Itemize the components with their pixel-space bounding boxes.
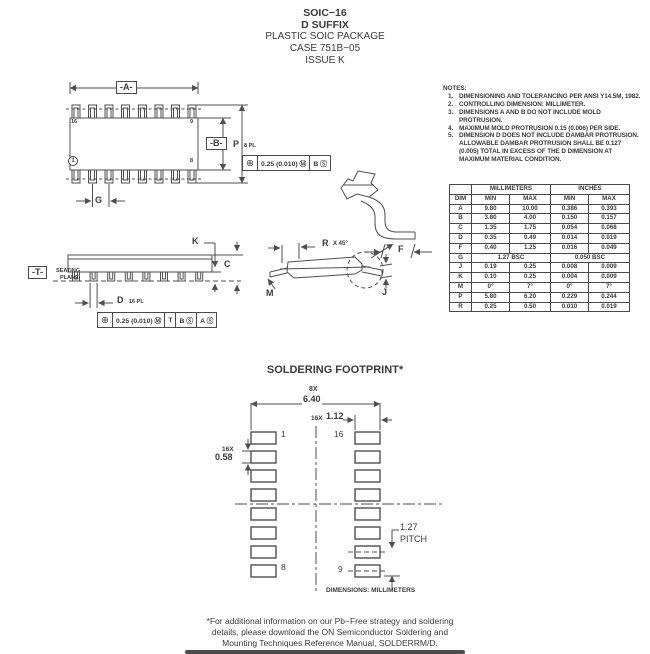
note-text: DIMENSIONING AND TOLERANCING PER ANSI Y14.5M, 1982. [459,92,641,100]
cell: R [450,302,472,312]
footer-line-2: details, please download the ON Semiconductor Soldering and [211,626,449,637]
notes-section [443,85,641,164]
dim-d-qty: 16 PL [129,299,144,305]
cell: 1.35 [472,224,510,234]
package-title: SOIC−16 [303,7,347,19]
note-number: 5. [448,132,454,140]
note-2 [443,101,641,109]
corner-cell [450,185,472,195]
note-number: 2. [448,100,454,108]
seating-plane-label-1: SEATING [56,268,81,274]
title-block [160,7,490,67]
cell: 0.229 [551,292,589,302]
min-header: MIN [472,194,510,204]
dim-112-label: 1.12 [326,411,344,421]
cell: 0.009 [589,273,630,283]
note-number: 1. [448,92,454,100]
cell: G [450,253,472,263]
cell: 0.049 [589,243,630,253]
cell: 0.054 [551,224,589,234]
note-text: CONTROLLING DIMENSION: MILLIMETER. [459,100,586,108]
note-5 [443,132,641,164]
dim-r-label: R [322,238,329,248]
feature-control-frame-side [97,312,217,328]
dim-k-label: K [192,236,199,246]
footprint-units-label: DIMENSIONS: MILLIMETERS [326,587,416,594]
table-row [450,243,630,253]
cell: K [450,273,472,283]
dim-a-label: -A- [116,81,137,94]
dim-127-label: 1.27 [400,522,418,532]
dim-d-label: D [117,295,124,305]
pin-16-number: 16 [71,119,78,125]
pad-1-number: 1 [281,429,286,439]
cell: 0.016 [551,243,589,253]
datum-a-reference: A Ⓢ [200,318,214,325]
table-row [450,224,630,234]
qty-8x-label: 8X [309,386,318,393]
dim-p-qty: 8 PL [244,143,256,149]
dim-640-label: 6.40 [303,394,321,404]
tolerance-value: 0.25 (0.010) Ⓜ [113,313,165,327]
cell: 1.25 [510,243,551,253]
cell: 0.25 [472,302,510,312]
max-header: MAX [589,194,630,204]
dim-058-label: 0.58 [215,452,233,462]
cell: P [450,292,472,302]
dim-g-label: G [95,195,103,205]
cell: 0.19 [472,263,510,273]
cell: F [450,243,472,253]
note-number: 4. [448,124,454,132]
table-row [450,214,630,224]
cell: B [450,214,472,224]
note-number: 3. [448,108,454,116]
cell: 7° [589,282,630,292]
cell: 1.27 BSC [472,253,551,263]
tolerance-value: 0.25 (0.010) Ⓜ [258,156,310,170]
datum-t-reference: T [165,313,176,327]
table-row [450,263,630,273]
pad-8-number: 8 [281,562,286,572]
dim-j-label: J [382,287,388,297]
cell: 0.40 [472,243,510,253]
datum-t-label: -T- [28,266,47,279]
bottom-edge-bar [185,650,465,654]
note-4 [443,125,641,133]
dim-p-label: P [233,139,240,149]
cell: 1.75 [510,224,551,234]
cell: 0.009 [589,263,630,273]
max-header: MAX [510,194,551,204]
datum-b-reference: B Ⓢ [176,313,197,327]
table-row [450,302,630,312]
qty-16x-b-label: 16X [222,446,234,453]
cell: 0.157 [589,214,630,224]
cell: 0.393 [589,204,630,214]
pad-9-number: 9 [338,564,343,574]
cell: 0.019 [589,233,630,243]
cell: 0.004 [551,273,589,283]
position-tolerance-icon: ⊕ [98,313,113,327]
cell: J [450,263,472,273]
note-text: DIMENSIONS A AND B DO NOT INCLUDE MOLD PROTRUSION. [459,108,601,124]
cell: 10.00 [510,204,551,214]
cell: 0.019 [589,302,630,312]
cell: 0.25 [510,263,551,273]
cell: 3.80 [472,214,510,224]
cell: 0° [551,282,589,292]
dim-c-label: C [224,259,231,269]
dimensions-table [449,184,630,312]
inches-header: INCHES [551,185,630,195]
pitch-label: PITCH [400,534,427,544]
cell: C [450,224,472,234]
note-text: MAXIMUM MOLD PROTRUSION 0.15 (0.006) PER SIDE. [459,124,621,132]
cell: 4.00 [510,214,551,224]
cell: 9.80 [472,204,510,214]
cell: 0.50 [510,302,551,312]
issue: ISSUE K [305,55,345,66]
soldering-footprint-title: SOLDERING FOOTPRINT* [266,364,404,376]
package-suffix: D SUFFIX [301,19,349,31]
qty-16x-label: 16X [311,415,323,422]
dim-f-label: F [398,244,404,254]
cell: 6.20 [510,292,551,302]
table-group-header-row [450,185,630,195]
cell: 0.35 [472,233,510,243]
table-row [450,233,630,243]
cell: 0.49 [510,233,551,243]
table-subheader-row [450,194,630,204]
notes-heading: NOTES: [443,85,467,92]
table-row [450,273,630,283]
position-tolerance-icon: ⊕ [243,156,258,170]
cell: 0° [472,282,510,292]
datum-reference: B Ⓢ [313,161,327,168]
package-type: PLASTIC SOIC PACKAGE [265,31,385,42]
table-row-g [450,253,630,263]
note-text: DIMENSION D DOES NOT INCLUDE DAMBAR PROTRUSION. ALLOWABLE DAMBAR PROTRUSION SHALL BE 0.127 (0.005) TOTAL IN EXCESS OF THE D DIMENSION AT MAXIMUM MATERIAL CONDITION. [459,132,639,164]
footer-line-1: *For additional information on our Pb−Free strategy and soldering [206,616,454,626]
pin-1-indicator: 1 [68,156,78,166]
cell: 0.008 [551,263,589,273]
dim-m-label: M [266,288,274,298]
cell: 0.050 BSC [551,253,630,263]
cell: 0.10 [472,273,510,283]
cell: 7° [510,282,551,292]
footer-line-3: Mounting Techniques Reference Manual, SOLDERRM/D. [222,637,438,648]
min-header: MIN [551,194,589,204]
end-view-drawing [258,168,443,318]
cell: D [450,233,472,243]
cell: M [450,282,472,292]
cell: 0.068 [589,224,630,234]
cell: 0.150 [551,214,589,224]
cell: 0.014 [551,233,589,243]
cell: A [450,204,472,214]
table-row [450,282,630,292]
pin-9-number: 9 [190,119,194,125]
footer-note [120,616,540,648]
note-1 [443,93,641,101]
dim-b-label: -B- [206,137,227,150]
dim-r-suffix: X 45° [333,241,348,247]
cell: 0.25 [510,273,551,283]
dim-header: DIM [450,194,472,204]
cell: 0.010 [551,302,589,312]
pin-8-number: 8 [190,158,194,164]
cell: 5.80 [472,292,510,302]
feature-control-frame-top [242,155,331,171]
cell: 0.386 [551,204,589,214]
cell: 0.244 [589,292,630,302]
case-number: CASE 751B−05 [289,43,361,54]
pad-16-number: 16 [334,429,344,439]
note-3 [443,109,641,125]
table-row [450,204,630,214]
seating-plane-label-2: PLANE [60,275,79,281]
millimeters-header: MILLIMETERS [472,185,551,195]
table-row [450,292,630,302]
